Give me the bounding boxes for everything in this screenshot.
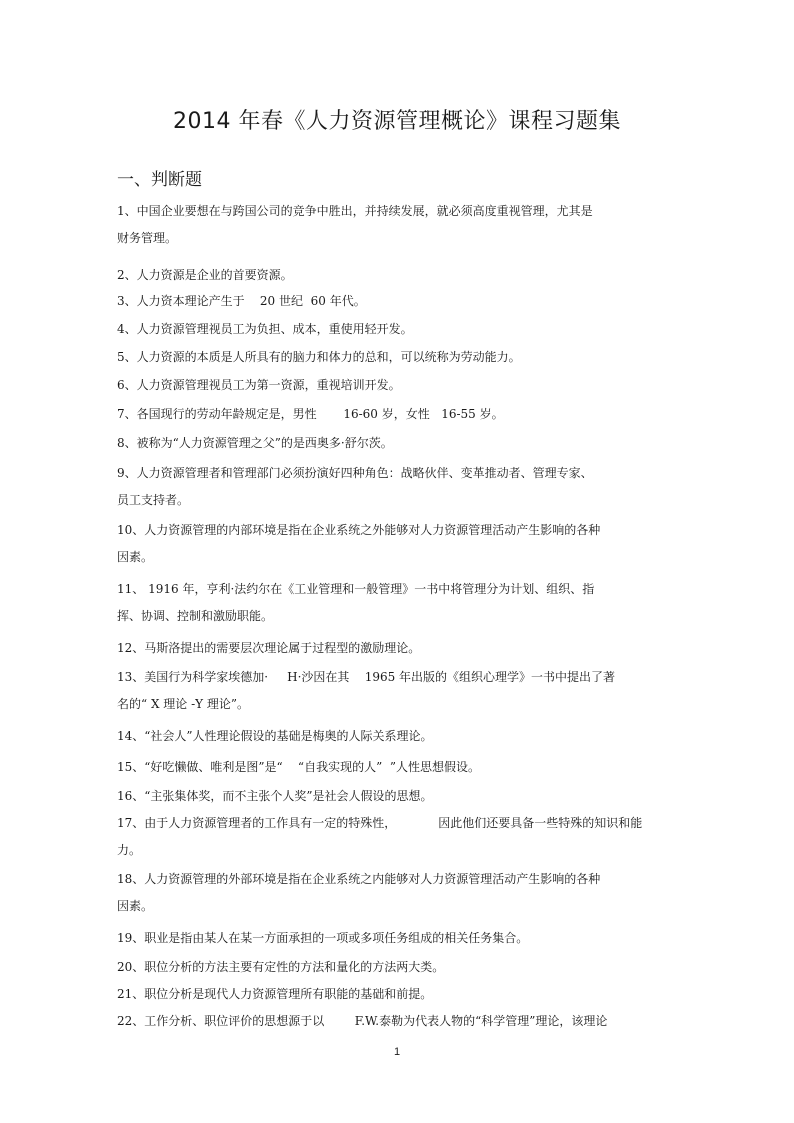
section-heading: 一、判断题 [117, 170, 202, 190]
question-text-continued: 员工支持者。 [117, 493, 190, 507]
question-text: 2、人力资源是企业的首要资源。 [117, 268, 293, 282]
question-text-continued: 财务管理。 [117, 231, 178, 245]
question-text: 3、人力资本理论产生于 20 世纪 60 年代。 [117, 294, 366, 308]
question-text: 11、 1916 年，亨利·法约尔在《工业管理和一般管理》一书中将管理分为计划、组织、指 [117, 582, 595, 596]
question-text: 10、人力资源管理的内部环境是指在企业系统之外能够对人力资源管理活动产生影响的各种 [117, 523, 601, 537]
question-text: 17、由于人力资源管理者的工作具有一定的特殊性， 因此他们还要具备一些特殊的知识和能 [117, 816, 643, 830]
question-text: 4、人力资源管理视员工为负担、成本，重使用轻开发。 [117, 322, 413, 336]
question-text: 20、职位分析的方法主要有定性的方法和量化的方法两大类。 [117, 960, 445, 974]
question-text-continued: 名的“ X 理论 -Y 理论”。 [117, 697, 250, 711]
question-text: 16、“主张集体奖，而不主张个人奖”是社会人假设的思想。 [117, 789, 433, 803]
question-text: 6、人力资源管理视员工为第一资源，重视培训开发。 [117, 378, 401, 392]
question-text-continued: 挥、协调、控制和激励职能。 [117, 609, 274, 623]
question-text: 1、中国企业要想在与跨国公司的竞争中胜出，并持续发展，就必须高度重视管理，尤其是 [117, 204, 593, 218]
question-text: 21、职位分析是现代人力资源管理所有职能的基础和前提。 [117, 987, 433, 1001]
question-text: 18、人力资源管理的外部环境是指在企业系统之内能够对人力资源管理活动产生影响的各种 [117, 872, 601, 886]
question-text: 5、人力资源的本质是人所具有的脑力和体力的总和，可以统称为劳动能力。 [117, 350, 521, 364]
question-text: 22、工作分析、职位评价的思想源于以 F.W.泰勒为代表人物的“科学管理”理论，该理论 [117, 1014, 608, 1028]
page-title: 2014 年春《人力资源管理概论》课程习题集 [173, 109, 621, 134]
question-text: 13、美国行为科学家埃德加· H·沙因在其 1965 年出版的《组织心理学》一书中提出了著 [117, 670, 616, 684]
question-text-continued: 因素。 [117, 550, 154, 564]
question-text-continued: 力。 [117, 843, 142, 857]
question-text: 14、“社会人”人性理论假设的基础是梅奥的人际关系理论。 [117, 729, 433, 743]
question-text-continued: 因素。 [117, 899, 154, 913]
question-text: 19、职业是指由某人在某一方面承担的一项或多项任务组成的相关任务集合。 [117, 931, 529, 945]
question-text: 12、马斯洛提出的需要层次理论属于过程型的激励理论。 [117, 641, 421, 655]
question-text: 8、被称为“人力资源管理之父”的是西奥多·舒尔茨。 [117, 436, 393, 450]
question-text: 9、人力资源管理者和管理部门必须扮演好四种角色：战略伙伴、变革推动者、管理专家、 [117, 466, 593, 480]
question-text: 7、各国现行的劳动年龄规定是，男性 16-60 岁，女性 16-55 岁。 [117, 407, 504, 421]
question-text: 15、“好吃懒做、唯利是图”是“ “自我实现的人” ”人性思想假设。 [117, 760, 480, 774]
page-number: 1 [393, 1046, 401, 1058]
